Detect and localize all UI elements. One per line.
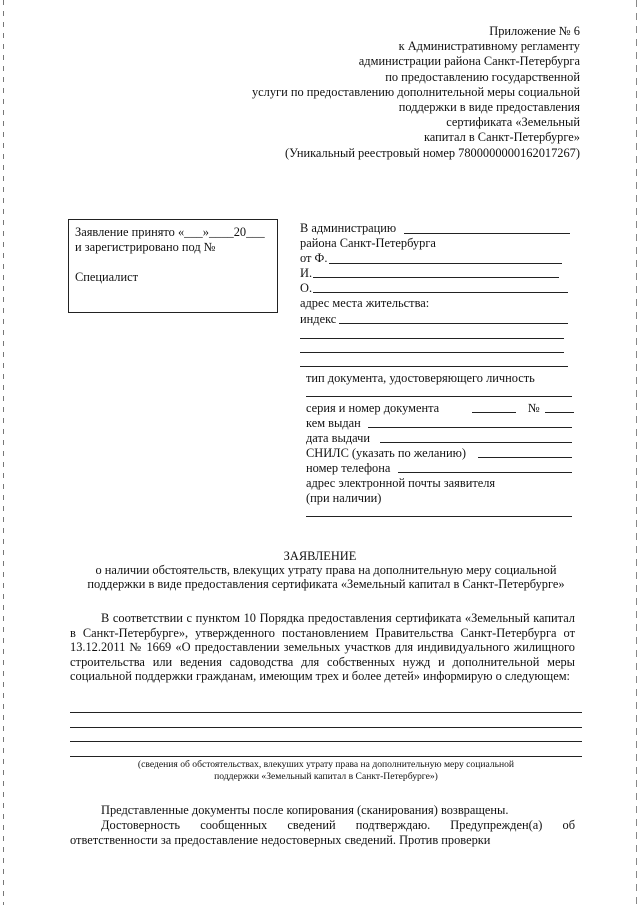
admin-fill-line[interactable] — [404, 233, 570, 234]
caption-line: поддержки «Земельный капитал в Санкт-Петербурге») — [214, 771, 438, 782]
annex-line: капитал в Санкт-Петербурге» — [423, 130, 580, 145]
annex-line: администрации района Санкт-Петербурга — [358, 54, 580, 69]
email-if-any-label: (при наличии) — [306, 491, 382, 505]
issued-by-fill-line[interactable] — [368, 427, 572, 428]
phone-label: номер телефона — [306, 461, 391, 475]
name-fill-line[interactable] — [313, 277, 559, 278]
annex-line: к Административному регламенту — [398, 39, 580, 54]
surname-fill-line[interactable] — [329, 263, 562, 264]
address-fill-line[interactable] — [300, 338, 564, 339]
email-label: адрес электронной почты заявителя — [306, 476, 496, 490]
scan-left-edge — [3, 0, 4, 905]
circumstances-fill-line[interactable] — [70, 727, 582, 728]
name-label: И. — [300, 266, 313, 280]
statement-title-text: ЗАЯВЛЕНИЕ — [283, 549, 357, 563]
phone-fill-line[interactable] — [398, 472, 572, 473]
series-fill-line[interactable] — [472, 412, 516, 413]
registry-number: (Уникальный реестровый номер 7800000000162017267) — [285, 145, 580, 160]
doc-type-label: тип документа, удостоверяющего личность — [306, 371, 535, 385]
statement-title — [0, 549, 640, 563]
patronymic-label: О. — [300, 281, 313, 295]
number-sign: № — [528, 401, 540, 415]
to-admin-label: В администрацию — [300, 221, 397, 235]
district-label: района Санкт-Петербурга — [300, 236, 436, 250]
statement-footer — [70, 803, 575, 848]
statement-subtitle — [70, 563, 582, 592]
circumstances-fill-line[interactable] — [70, 756, 582, 757]
registration-number-line: и зарегистрировано под № — [75, 240, 216, 254]
annex-line: Приложение № 6 — [489, 24, 580, 38]
circumstances-fill-line[interactable] — [70, 712, 582, 713]
snils-fill-line[interactable] — [478, 457, 572, 458]
snils-label: СНИЛС (указать по желанию) — [306, 446, 466, 460]
issue-date-fill-line[interactable] — [380, 442, 572, 443]
series-label: серия и номер документа — [306, 401, 440, 415]
documents-returned-text: Представленные документы после копирования (сканирования) возвращены. — [101, 803, 509, 817]
statement-subtitle-line: поддержки в виде предоставления сертификата «Земельный капитал в Санкт-Петербурге» — [87, 577, 565, 592]
doc-type-fill-line[interactable] — [306, 396, 572, 397]
registration-date-line: Заявление принято «___»____20___ — [75, 225, 265, 239]
index-label: индекс — [300, 312, 337, 326]
reliability-text: Достоверность сообщенных сведений подтверждаю. Предупрежден(а) об ответственности за предоставление недостоверных сведений. Против проверки — [70, 818, 575, 847]
issued-by-label: кем выдан — [306, 416, 361, 430]
circumstances-fill-line[interactable] — [70, 741, 582, 742]
circumstances-caption — [70, 759, 582, 783]
specialist-label: Специалист — [75, 270, 138, 284]
scan-right-edge — [636, 0, 637, 905]
annex-line: услуги по предоставлению дополнительной меры социальной — [251, 84, 580, 99]
address-fill-line[interactable] — [300, 366, 568, 367]
statement-body — [70, 611, 575, 684]
annex-line: поддержки в виде предоставления — [398, 100, 580, 115]
issue-date-label: дата выдачи — [306, 431, 370, 445]
patronymic-fill-line[interactable] — [313, 292, 568, 293]
annex-header — [220, 24, 580, 161]
number-fill-line[interactable] — [545, 412, 574, 413]
email-fill-line[interactable] — [306, 516, 572, 517]
annex-line: сертификата «Земельный — [446, 115, 580, 130]
index-fill-line[interactable] — [339, 323, 568, 324]
address-fill-line[interactable] — [300, 352, 564, 353]
statement-paragraph: В соответствии с пунктом 10 Порядка предоставления сертификата «Земельный капитал в Санкт-Петербурге», утвержденного постановлением Правительства Санкт-Петербурга от 13.12.2011 № 1669 «О предоставлении земельных участков для индивидуального жилищного строительства или ведения садоводства для собственных нужд и дополнительной меры социальной поддержки гражданам, имеющим трех и более детей» информирую о следующем: — [70, 611, 575, 684]
surname-label: от Ф. — [300, 251, 328, 265]
statement-subtitle-line: о наличии обстоятельств, влекущих утрату права на дополнительную меру социальной — [95, 563, 557, 577]
residence-label: адрес места жительства: — [300, 296, 430, 310]
registration-box — [68, 219, 278, 313]
annex-line: по предоставлению государственной — [385, 69, 580, 84]
caption-line: (сведения об обстоятельствах, влекуших утрату права на дополнительную меру социальной — [137, 759, 515, 770]
